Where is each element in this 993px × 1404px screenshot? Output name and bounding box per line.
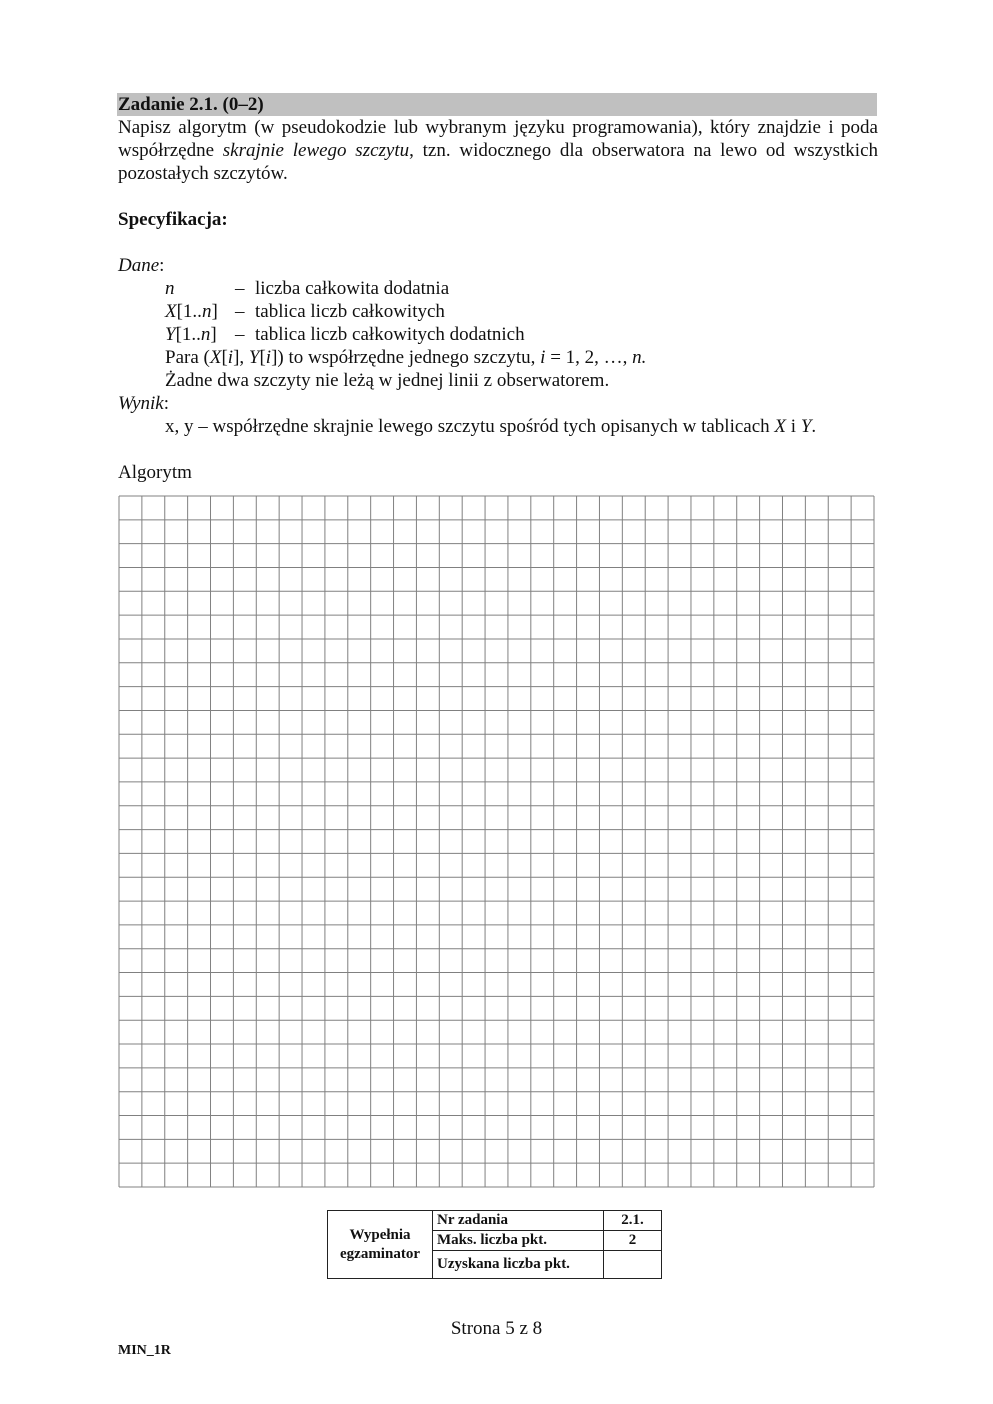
wynik-label-text: Wynik: [118, 393, 164, 414]
dane-label-text: Dane: [118, 255, 160, 276]
var-x: X: [165, 301, 177, 322]
y-description: tablica liczb całkowitych dodatnich: [255, 324, 525, 345]
result-text: i: [786, 416, 801, 437]
spec-title: Specyfikacja:: [118, 209, 228, 230]
dash: –: [235, 324, 245, 345]
y-range-open: [1..: [175, 324, 201, 345]
pair-i: i: [265, 347, 272, 368]
result-text: x, y – współrzędne skrajnie lewego szczytu spośród tych opisanych w tablicach: [165, 416, 775, 437]
no-collinear-note: Żadne dwa szczyty nie leżą w jednej linii z obserwatorem.: [165, 370, 610, 391]
wynik-label: [118, 392, 169, 415]
pair-description: [165, 346, 646, 369]
pair-y: Y: [248, 347, 260, 368]
answer-grid[interactable]: [118, 495, 875, 1188]
wynik-colon: :: [163, 393, 170, 414]
dane-colon: :: [159, 255, 165, 276]
score-box: [327, 1210, 662, 1279]
task-header: Zadanie 2.1. (0–2): [117, 93, 877, 116]
task-description: [118, 116, 878, 185]
result-text: .: [811, 416, 817, 437]
obtained-points-field[interactable]: [604, 1251, 662, 1279]
result-description: [165, 415, 816, 438]
dash: –: [235, 278, 245, 299]
exam-code: MIN_1R: [118, 1343, 171, 1358]
intro-text-1: Napisz algorytm (w pseudokodzie lub wybranym języku programowania), który znajdzie i poda współrzędne: [118, 117, 878, 161]
x-description: tablica liczb całkowitych: [255, 301, 445, 322]
pair-text: Para (: [165, 347, 210, 368]
spec-row-y: [165, 323, 525, 346]
result-y: Y: [800, 416, 812, 437]
task-number-label: Nr zadania: [433, 1211, 604, 1231]
spec-row-n: [165, 277, 449, 300]
obtained-points-label: Uzyskana liczba pkt.: [433, 1251, 604, 1279]
intro-text-2: , tzn. widocznego dla obserwatora na lewo od wszystkich pozostałych szczytów.: [118, 140, 878, 184]
dash: –: [235, 301, 245, 322]
intro-italic: skrajnie lewego szczytu: [222, 140, 410, 161]
result-x: X: [774, 416, 787, 437]
pair-text: ]) to współrzędne jednego szczytu,: [271, 347, 541, 368]
pair-i: i: [540, 347, 546, 368]
y-range-close: ]: [210, 324, 217, 345]
pair-text: = 1, 2, …,: [545, 347, 633, 368]
pair-x: X: [209, 347, 222, 368]
x-range-n: n: [201, 301, 212, 322]
algorithm-label: Algorytm: [118, 462, 192, 483]
task-number: 2.1.: [604, 1211, 662, 1231]
pair-text: [: [259, 347, 266, 368]
var-n: n: [165, 278, 175, 299]
pair-text: ],: [233, 347, 249, 368]
pair-text: [: [221, 347, 228, 368]
x-range-close: ]: [211, 301, 218, 322]
dane-label: [118, 254, 164, 277]
filled-by-label: Wypełnia egzaminator: [328, 1211, 433, 1279]
page-number: Strona 5 z 8: [450, 1318, 543, 1339]
max-points-label: Maks. liczba pkt.: [433, 1231, 604, 1251]
x-range-open: [1..: [176, 301, 202, 322]
max-points: 2: [604, 1231, 662, 1251]
spec-row-x: [165, 300, 445, 323]
pair-i: i: [227, 347, 234, 368]
n-description: liczba całkowita dodatnia: [255, 278, 450, 299]
var-y: Y: [165, 324, 176, 345]
pair-n: n.: [632, 347, 647, 368]
y-range-n: n: [200, 324, 211, 345]
